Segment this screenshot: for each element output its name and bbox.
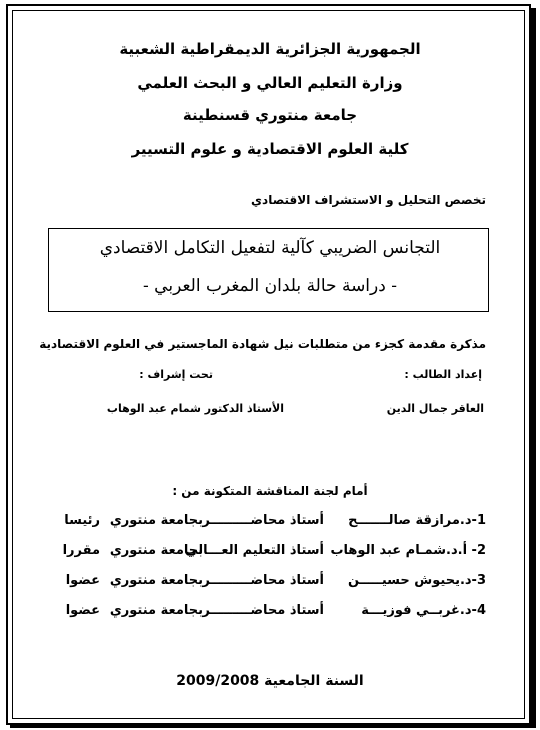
- committee-member-university: بجامعة منتوري: [109, 513, 203, 528]
- committee-member-name: 3-د.يحيوش حسيـــــن: [347, 573, 486, 588]
- committee-member-role: عضوا: [65, 603, 100, 618]
- committee-member-rank: أستاذ محاضـــــــــر: [202, 603, 324, 618]
- committee-member-university: بجامعة منتوري: [109, 603, 203, 618]
- student-name: العاقر جمال الدين: [386, 402, 484, 415]
- committee-member-role: رئيسا: [64, 513, 100, 528]
- committee-member-role: عضوا: [65, 573, 100, 588]
- prepared-by-label: إعداد الطالب :: [404, 368, 482, 381]
- thesis-title: التجانس الضريبي كآلية لتفعيل التكامل الاقتصادي: [99, 238, 441, 258]
- committee-member-rank: أستاذ التعليم العـــالي: [185, 543, 324, 558]
- committee-member-role: مقررا: [62, 543, 100, 558]
- supervisor-name: الأستاذ الدكتور شمام عبد الوهاب: [106, 402, 284, 415]
- committee-member-university: بجامعة منتوري: [109, 573, 203, 588]
- supervision-label: تحت إشراف :: [139, 368, 213, 381]
- committee-member-university: بجامعة منتوري: [109, 543, 203, 558]
- committee-member-name: 2- أ.د.شمـام عبد الوهاب: [330, 543, 486, 558]
- committee-member-rank: أستاذ محاضـــــــــر: [202, 573, 324, 588]
- academic-year: السنة الجامعية 2009/2008: [176, 673, 364, 689]
- page-shadow-bottom: [10, 725, 536, 728]
- university-heading: جامعة منتوري قسنطينة: [182, 106, 358, 124]
- thesis-subtitle: - دراسة حالة بلدان المغرب العربي -: [143, 276, 397, 296]
- committee-member-name: 4-د.غربــي فوزيـــة: [361, 603, 486, 618]
- committee-member-name: 1-د.مرازقة صالـــــــح: [348, 513, 486, 528]
- ministry-heading: وزارة التعليم العالي و البحث العلمي: [137, 74, 403, 92]
- memo-statement: مذكرة مقدمة كجزء من متطلبات نيل شهادة الماجستير في العلوم الاقتصادية: [39, 337, 486, 351]
- specialty-label: تخصص التحليل و الاستشراف الاقتصادي: [251, 193, 486, 207]
- republic-heading: الجمهورية الجزائرية الديمقراطية الشعبية: [119, 40, 421, 58]
- committee-member-rank: أستاذ محاضـــــــــر: [202, 513, 324, 528]
- committee-label: أمام لجنة المناقشة المتكونة من :: [172, 484, 368, 498]
- faculty-heading: كلية العلوم الاقتصادية و علوم التسيير: [131, 140, 409, 158]
